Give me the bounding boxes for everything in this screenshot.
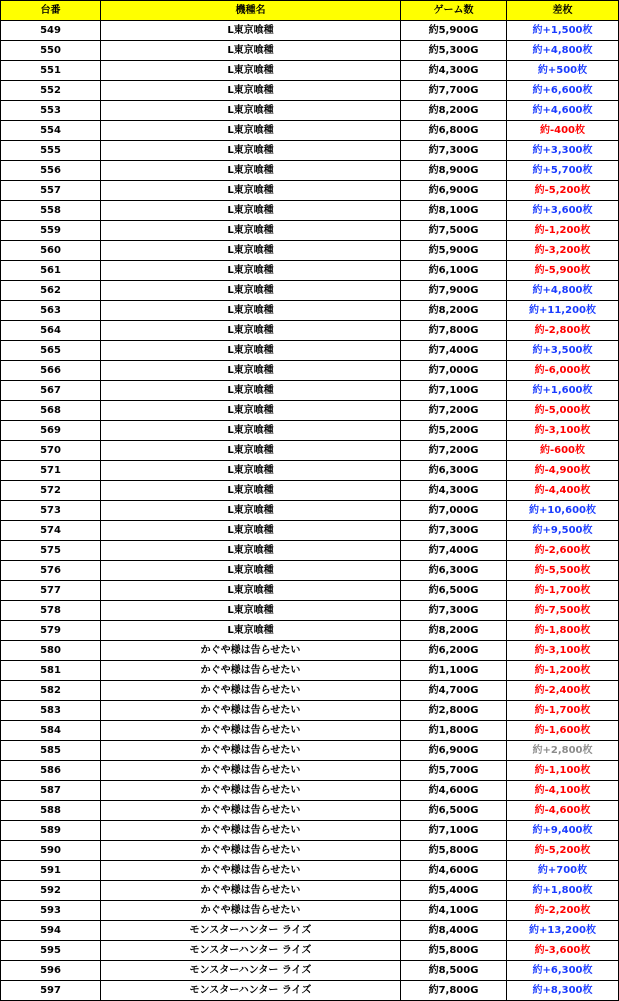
game-count-cell: 約7,300G <box>401 141 507 161</box>
machine-name-cell: L東京喰種 <box>101 221 401 241</box>
table-body <box>1 21 619 1001</box>
table-row <box>1 561 619 581</box>
machine-number-cell: 570 <box>1 441 101 461</box>
machine-name-cell: L東京喰種 <box>101 281 401 301</box>
game-count-cell: 約8,100G <box>401 201 507 221</box>
machine-name-cell: L東京喰種 <box>101 321 401 341</box>
game-count-cell: 約4,100G <box>401 901 507 921</box>
table-row <box>1 81 619 101</box>
coin-difference-cell: 約-3,100枚 <box>507 641 619 661</box>
game-count-cell: 約5,200G <box>401 421 507 441</box>
machine-name-cell: L東京喰種 <box>101 601 401 621</box>
coin-difference-cell: 約+6,600枚 <box>507 81 619 101</box>
game-count-cell: 約8,200G <box>401 101 507 121</box>
machine-name-cell: L東京喰種 <box>101 41 401 61</box>
table-row <box>1 621 619 641</box>
machine-number-cell: 565 <box>1 341 101 361</box>
machine-name-cell: L東京喰種 <box>101 61 401 81</box>
coin-difference-cell: 約+6,300枚 <box>507 961 619 981</box>
coin-difference-cell: 約+9,400枚 <box>507 821 619 841</box>
machine-name-cell: かぐや様は告らせたい <box>101 861 401 881</box>
table-row <box>1 401 619 421</box>
game-count-cell: 約5,900G <box>401 21 507 41</box>
machine-name-cell: L東京喰種 <box>101 301 401 321</box>
game-count-cell: 約6,500G <box>401 801 507 821</box>
machine-name-cell: かぐや様は告らせたい <box>101 661 401 681</box>
coin-difference-cell: 約-5,200枚 <box>507 181 619 201</box>
machine-name-cell: かぐや様は告らせたい <box>101 721 401 741</box>
table-row <box>1 41 619 61</box>
machine-name-cell: かぐや様は告らせたい <box>101 681 401 701</box>
machine-number-cell: 564 <box>1 321 101 341</box>
game-count-cell: 約7,000G <box>401 361 507 381</box>
machine-name-cell: かぐや様は告らせたい <box>101 641 401 661</box>
game-count-cell: 約7,000G <box>401 501 507 521</box>
machine-number-cell: 573 <box>1 501 101 521</box>
machine-name-cell: L東京喰種 <box>101 241 401 261</box>
machine-number-cell: 550 <box>1 41 101 61</box>
machine-number-cell: 580 <box>1 641 101 661</box>
machine-name-cell: L東京喰種 <box>101 521 401 541</box>
game-count-cell: 約4,700G <box>401 681 507 701</box>
machine-number-cell: 597 <box>1 981 101 1001</box>
table-row <box>1 521 619 541</box>
coin-difference-cell: 約-2,400枚 <box>507 681 619 701</box>
machine-number-cell: 558 <box>1 201 101 221</box>
table-row <box>1 201 619 221</box>
coin-difference-cell: 約+4,800枚 <box>507 41 619 61</box>
game-count-cell: 約7,200G <box>401 441 507 461</box>
machine-number-cell: 566 <box>1 361 101 381</box>
table-row <box>1 701 619 721</box>
game-count-cell: 約6,900G <box>401 181 507 201</box>
coin-difference-cell: 約-4,900枚 <box>507 461 619 481</box>
machine-name-cell: モンスターハンター ライズ <box>101 961 401 981</box>
table-row <box>1 301 619 321</box>
machine-name-cell: L東京喰種 <box>101 161 401 181</box>
table-row <box>1 281 619 301</box>
coin-difference-cell: 約-5,000枚 <box>507 401 619 421</box>
machine-number-cell: 567 <box>1 381 101 401</box>
game-count-cell: 約1,800G <box>401 721 507 741</box>
machine-number-cell: 557 <box>1 181 101 201</box>
coin-difference-cell: 約+3,500枚 <box>507 341 619 361</box>
game-count-cell: 約7,100G <box>401 821 507 841</box>
game-count-cell: 約7,400G <box>401 341 507 361</box>
machine-name-cell: かぐや様は告らせたい <box>101 821 401 841</box>
table-row <box>1 761 619 781</box>
machine-number-cell: 576 <box>1 561 101 581</box>
machine-number-cell: 594 <box>1 921 101 941</box>
coin-difference-cell: 約-7,500枚 <box>507 601 619 621</box>
machine-name-cell: L東京喰種 <box>101 21 401 41</box>
machine-number-cell: 563 <box>1 301 101 321</box>
machine-name-cell: L東京喰種 <box>101 401 401 421</box>
coin-difference-cell: 約-2,600枚 <box>507 541 619 561</box>
machine-name-cell: かぐや様は告らせたい <box>101 841 401 861</box>
coin-difference-cell: 約+3,300枚 <box>507 141 619 161</box>
machine-name-cell: L東京喰種 <box>101 501 401 521</box>
machine-number-cell: 578 <box>1 601 101 621</box>
machine-number-cell: 551 <box>1 61 101 81</box>
coin-difference-cell: 約-4,400枚 <box>507 481 619 501</box>
game-count-cell: 約7,200G <box>401 401 507 421</box>
game-count-cell: 約7,900G <box>401 281 507 301</box>
game-count-cell: 約5,300G <box>401 41 507 61</box>
game-count-cell: 約8,500G <box>401 961 507 981</box>
machine-name-cell: L東京喰種 <box>101 421 401 441</box>
table-row <box>1 101 619 121</box>
machine-number-cell: 581 <box>1 661 101 681</box>
coin-difference-cell: 約-2,800枚 <box>507 321 619 341</box>
machine-number-cell: 574 <box>1 521 101 541</box>
machine-number-cell: 560 <box>1 241 101 261</box>
table-row <box>1 61 619 81</box>
game-count-cell: 約8,200G <box>401 301 507 321</box>
table-row <box>1 581 619 601</box>
table-row <box>1 661 619 681</box>
table-row <box>1 501 619 521</box>
machine-number-cell: 592 <box>1 881 101 901</box>
table-row <box>1 461 619 481</box>
game-count-cell: 約8,400G <box>401 921 507 941</box>
table-row <box>1 181 619 201</box>
game-count-cell: 約5,400G <box>401 881 507 901</box>
machine-number-cell: 596 <box>1 961 101 981</box>
machine-name-cell: L東京喰種 <box>101 121 401 141</box>
machine-name-cell: L東京喰種 <box>101 581 401 601</box>
coin-difference-cell: 約+500枚 <box>507 61 619 81</box>
coin-difference-cell: 約-1,200枚 <box>507 221 619 241</box>
coin-difference-cell: 約-5,500枚 <box>507 561 619 581</box>
table-row <box>1 721 619 741</box>
table-row <box>1 901 619 921</box>
game-count-cell: 約2,800G <box>401 701 507 721</box>
coin-difference-cell: 約+13,200枚 <box>507 921 619 941</box>
machine-name-cell: かぐや様は告らせたい <box>101 881 401 901</box>
coin-difference-cell: 約+1,600枚 <box>507 381 619 401</box>
table-row <box>1 541 619 561</box>
machine-name-cell: L東京喰種 <box>101 481 401 501</box>
coin-difference-cell: 約-1,700枚 <box>507 581 619 601</box>
coin-difference-cell: 約-400枚 <box>507 121 619 141</box>
game-count-cell: 約7,100G <box>401 381 507 401</box>
coin-difference-cell: 約-1,700枚 <box>507 701 619 721</box>
machine-name-cell: L東京喰種 <box>101 81 401 101</box>
coin-difference-cell: 約+2,800枚 <box>507 741 619 761</box>
machine-number-cell: 577 <box>1 581 101 601</box>
header-machine-number: 台番 <box>1 1 101 21</box>
machine-number-cell: 572 <box>1 481 101 501</box>
game-count-cell: 約5,800G <box>401 841 507 861</box>
machine-number-cell: 569 <box>1 421 101 441</box>
coin-difference-cell: 約+10,600枚 <box>507 501 619 521</box>
coin-difference-cell: 約+1,800枚 <box>507 881 619 901</box>
table-row <box>1 741 619 761</box>
coin-difference-cell: 約+11,200枚 <box>507 301 619 321</box>
machine-name-cell: L東京喰種 <box>101 181 401 201</box>
table-row <box>1 161 619 181</box>
game-count-cell: 約6,300G <box>401 461 507 481</box>
table-row <box>1 121 619 141</box>
coin-difference-cell: 約-1,600枚 <box>507 721 619 741</box>
table-row <box>1 241 619 261</box>
game-count-cell: 約6,300G <box>401 561 507 581</box>
machine-number-cell: 588 <box>1 801 101 821</box>
game-count-cell: 約7,700G <box>401 81 507 101</box>
machine-name-cell: かぐや様は告らせたい <box>101 801 401 821</box>
table-row <box>1 321 619 341</box>
machine-number-cell: 585 <box>1 741 101 761</box>
machine-number-cell: 584 <box>1 721 101 741</box>
machine-name-cell: モンスターハンター ライズ <box>101 981 401 1001</box>
machine-number-cell: 579 <box>1 621 101 641</box>
machine-number-cell: 583 <box>1 701 101 721</box>
coin-difference-cell: 約-5,200枚 <box>507 841 619 861</box>
table-header <box>1 1 619 21</box>
coin-difference-cell: 約+4,600枚 <box>507 101 619 121</box>
table-row <box>1 641 619 661</box>
machine-name-cell: かぐや様は告らせたい <box>101 901 401 921</box>
machine-name-cell: モンスターハンター ライズ <box>101 941 401 961</box>
machine-name-cell: L東京喰種 <box>101 261 401 281</box>
coin-difference-cell: 約-4,600枚 <box>507 801 619 821</box>
machine-number-cell: 587 <box>1 781 101 801</box>
coin-difference-cell: 約-600枚 <box>507 441 619 461</box>
table-row <box>1 261 619 281</box>
coin-difference-cell: 約-2,200枚 <box>507 901 619 921</box>
machine-name-cell: L東京喰種 <box>101 621 401 641</box>
machine-name-cell: L東京喰種 <box>101 441 401 461</box>
machine-number-cell: 553 <box>1 101 101 121</box>
machine-name-cell: L東京喰種 <box>101 101 401 121</box>
game-count-cell: 約4,600G <box>401 861 507 881</box>
game-count-cell: 約4,300G <box>401 61 507 81</box>
machine-number-cell: 556 <box>1 161 101 181</box>
game-count-cell: 約6,800G <box>401 121 507 141</box>
game-count-cell: 約7,500G <box>401 221 507 241</box>
machine-number-cell: 562 <box>1 281 101 301</box>
table-row <box>1 601 619 621</box>
coin-difference-cell: 約+700枚 <box>507 861 619 881</box>
table-row <box>1 981 619 1001</box>
coin-difference-cell: 約-6,000枚 <box>507 361 619 381</box>
table-row <box>1 881 619 901</box>
game-count-cell: 約5,800G <box>401 941 507 961</box>
machine-name-cell: かぐや様は告らせたい <box>101 741 401 761</box>
header-machine-name: 機種名 <box>101 1 401 21</box>
machine-number-cell: 552 <box>1 81 101 101</box>
header-row <box>1 1 619 21</box>
game-count-cell: 約6,100G <box>401 261 507 281</box>
table-row <box>1 221 619 241</box>
table-row <box>1 341 619 361</box>
machine-number-cell: 591 <box>1 861 101 881</box>
coin-difference-cell: 約-1,800枚 <box>507 621 619 641</box>
table-row <box>1 861 619 881</box>
machine-number-cell: 593 <box>1 901 101 921</box>
coin-difference-cell: 約+9,500枚 <box>507 521 619 541</box>
game-count-cell: 約8,900G <box>401 161 507 181</box>
coin-difference-cell: 約-1,200枚 <box>507 661 619 681</box>
game-count-cell: 約7,800G <box>401 321 507 341</box>
coin-difference-cell: 約-3,600枚 <box>507 941 619 961</box>
header-game-count: ゲーム数 <box>401 1 507 21</box>
machine-number-cell: 554 <box>1 121 101 141</box>
machine-name-cell: かぐや様は告らせたい <box>101 701 401 721</box>
game-count-cell: 約7,300G <box>401 601 507 621</box>
machine-name-cell: かぐや様は告らせたい <box>101 781 401 801</box>
table-row <box>1 821 619 841</box>
game-count-cell: 約6,200G <box>401 641 507 661</box>
machine-name-cell: L東京喰種 <box>101 201 401 221</box>
machine-number-cell: 575 <box>1 541 101 561</box>
machine-number-cell: 555 <box>1 141 101 161</box>
coin-difference-cell: 約+8,300枚 <box>507 981 619 1001</box>
table-row <box>1 481 619 501</box>
game-count-cell: 約6,500G <box>401 581 507 601</box>
machine-number-cell: 590 <box>1 841 101 861</box>
machine-number-cell: 595 <box>1 941 101 961</box>
table-row <box>1 681 619 701</box>
coin-difference-cell: 約+4,800枚 <box>507 281 619 301</box>
game-count-cell: 約6,900G <box>401 741 507 761</box>
table-row <box>1 921 619 941</box>
table-row <box>1 801 619 821</box>
machine-name-cell: L東京喰種 <box>101 561 401 581</box>
table-row <box>1 441 619 461</box>
table-row <box>1 961 619 981</box>
machine-number-cell: 582 <box>1 681 101 701</box>
coin-difference-cell: 約-1,100枚 <box>507 761 619 781</box>
coin-difference-cell: 約+3,600枚 <box>507 201 619 221</box>
machine-number-cell: 568 <box>1 401 101 421</box>
table-row <box>1 141 619 161</box>
machine-name-cell: L東京喰種 <box>101 461 401 481</box>
table-row <box>1 361 619 381</box>
table-row <box>1 781 619 801</box>
machine-name-cell: L東京喰種 <box>101 341 401 361</box>
machine-name-cell: L東京喰種 <box>101 381 401 401</box>
coin-difference-cell: 約+1,500枚 <box>507 21 619 41</box>
machine-name-cell: L東京喰種 <box>101 141 401 161</box>
machine-number-cell: 549 <box>1 21 101 41</box>
game-count-cell: 約7,300G <box>401 521 507 541</box>
game-count-cell: 約4,300G <box>401 481 507 501</box>
coin-difference-cell: 約-5,900枚 <box>507 261 619 281</box>
machine-number-cell: 589 <box>1 821 101 841</box>
game-count-cell: 約4,600G <box>401 781 507 801</box>
game-count-cell: 約7,800G <box>401 981 507 1001</box>
game-count-cell: 約5,700G <box>401 761 507 781</box>
machine-number-cell: 586 <box>1 761 101 781</box>
game-count-cell: 約7,400G <box>401 541 507 561</box>
table-row <box>1 381 619 401</box>
coin-difference-cell: 約-3,200枚 <box>507 241 619 261</box>
header-coin-difference: 差枚 <box>507 1 619 21</box>
game-count-cell: 約5,900G <box>401 241 507 261</box>
table-row <box>1 841 619 861</box>
table-row <box>1 421 619 441</box>
game-count-cell: 約1,100G <box>401 661 507 681</box>
machine-number-cell: 571 <box>1 461 101 481</box>
table-row <box>1 941 619 961</box>
machine-name-cell: かぐや様は告らせたい <box>101 761 401 781</box>
machine-number-cell: 559 <box>1 221 101 241</box>
machine-name-cell: L東京喰種 <box>101 541 401 561</box>
machine-name-cell: モンスターハンター ライズ <box>101 921 401 941</box>
coin-difference-cell: 約-3,100枚 <box>507 421 619 441</box>
game-count-cell: 約8,200G <box>401 621 507 641</box>
coin-difference-cell: 約+5,700枚 <box>507 161 619 181</box>
table-row <box>1 21 619 41</box>
machine-number-cell: 561 <box>1 261 101 281</box>
coin-difference-cell: 約-4,100枚 <box>507 781 619 801</box>
machine-name-cell: L東京喰種 <box>101 361 401 381</box>
